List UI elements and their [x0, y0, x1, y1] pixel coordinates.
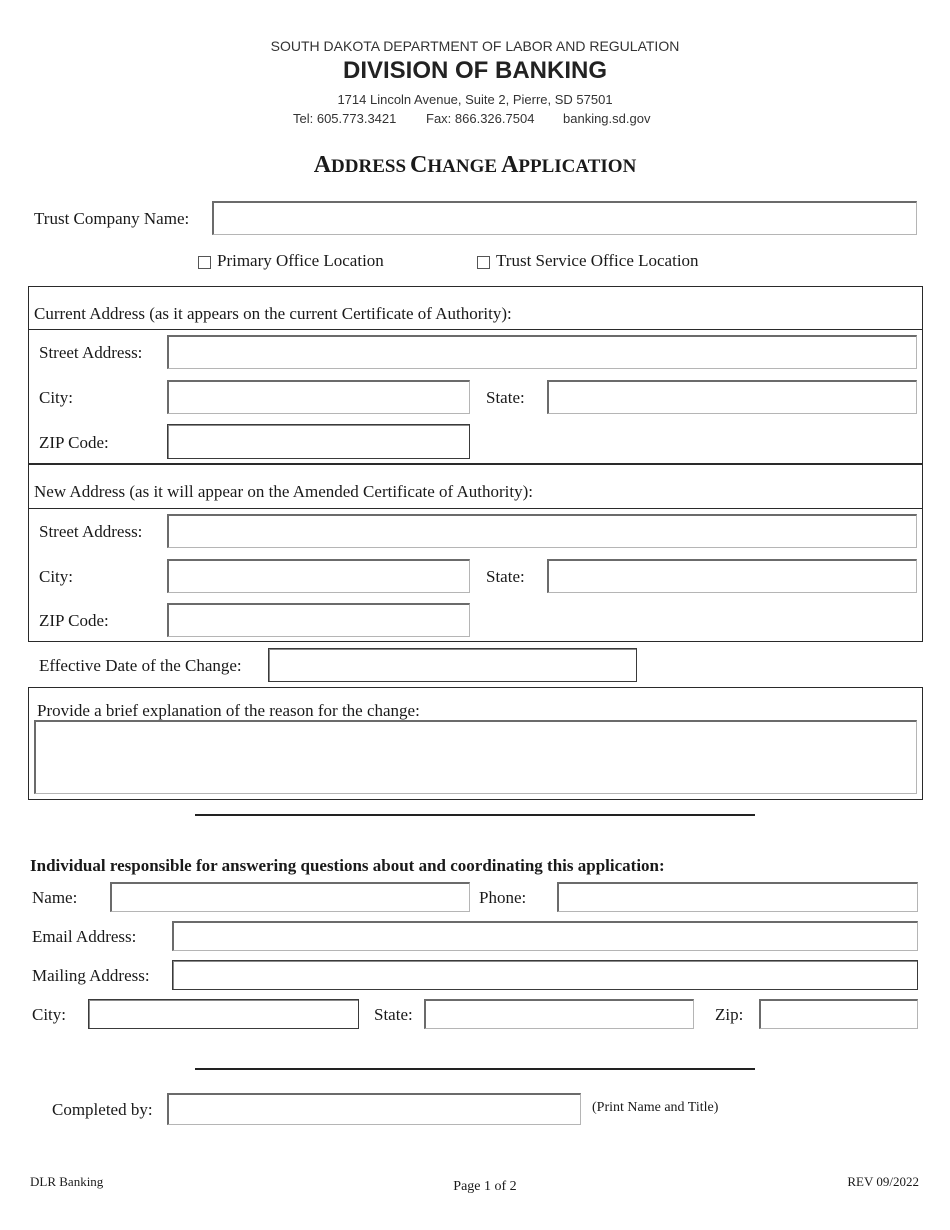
contact-zip-label: Zip:: [715, 1005, 744, 1024]
current-zip-input[interactable]: [167, 424, 470, 459]
department-name: SOUTH DAKOTA DEPARTMENT OF LABOR AND REGULATION: [270, 38, 680, 54]
current-state-label: State:: [486, 388, 525, 407]
contact-name-label: Name:: [32, 888, 78, 907]
title-word-1-initial: A: [313, 152, 332, 178]
current-street-input[interactable]: [167, 335, 917, 369]
completed-by-input[interactable]: [167, 1093, 581, 1125]
website-link[interactable]: banking.sd.gov: [563, 111, 651, 126]
explanation-label: Provide a brief explanation of the reason for the change:: [37, 701, 420, 720]
contact-city-label: City:: [32, 1005, 67, 1024]
new-city-label: City:: [39, 567, 74, 586]
contact-heading: Individual responsible for answering questions about and coordinating this application:: [30, 856, 665, 875]
trust-service-office-checkbox[interactable]: [477, 256, 490, 269]
new-address-heading: New Address (as it will appear on the Amended Certificate of Authority):: [34, 482, 534, 501]
contact-mailing-label: Mailing Address:: [32, 966, 150, 985]
contact-email-input[interactable]: [172, 921, 918, 951]
contact-phone-input[interactable]: [557, 882, 918, 912]
trust-service-office-label: Trust Service Office Location: [496, 251, 699, 270]
new-street-input[interactable]: [167, 514, 917, 548]
current-address-divider: [28, 329, 923, 330]
completed-by-label: Completed by:: [52, 1100, 153, 1119]
current-address-heading: Current Address (as it appears on the current Certificate of Authority):: [34, 304, 512, 323]
new-state-label: State:: [486, 567, 525, 586]
current-state-input[interactable]: [547, 380, 917, 414]
revision: REV 09/2022: [847, 1174, 919, 1189]
title-word-2-rest: HANGE: [427, 156, 498, 177]
new-street-label: Street Address:: [39, 522, 143, 541]
division-name: DIVISION OF BANKING: [342, 57, 607, 84]
explanation-textarea[interactable]: [34, 720, 917, 794]
fax: Fax: 866.326.7504: [426, 111, 535, 126]
contact-city-input[interactable]: [88, 999, 359, 1029]
new-address-divider: [28, 508, 923, 509]
new-state-input[interactable]: [547, 559, 917, 593]
title-word-2-initial: C: [410, 152, 428, 178]
footer-left: DLR Banking: [30, 1174, 104, 1189]
division-address: 1714 Lincoln Avenue, Suite 2, Pierre, SD 57501: [337, 92, 613, 107]
primary-office-label: Primary Office Location: [217, 251, 384, 270]
new-city-input[interactable]: [167, 559, 470, 593]
contact-zip-input[interactable]: [759, 999, 918, 1029]
section-divider-2: [195, 1068, 755, 1070]
current-city-input[interactable]: [167, 380, 470, 414]
effective-date-input[interactable]: [268, 648, 637, 682]
completed-by-hint: (Print Name and Title): [592, 1100, 719, 1115]
current-city-label: City:: [39, 388, 74, 407]
contact-email-label: Email Address:: [32, 927, 137, 946]
trust-company-name-input[interactable]: [212, 201, 917, 235]
contact-state-label: State:: [374, 1005, 413, 1024]
effective-date-label: Effective Date of the Change:: [39, 656, 242, 675]
section-divider-1: [195, 814, 755, 816]
contact-mailing-input[interactable]: [172, 960, 918, 990]
primary-office-checkbox[interactable]: [198, 256, 211, 269]
contact-phone-label: Phone:: [479, 888, 527, 907]
telephone: Tel: 605.773.3421: [293, 111, 397, 126]
trust-company-name-label: Trust Company Name:: [34, 209, 190, 228]
title-word-3-rest: PPLICATION: [518, 156, 637, 177]
title-word-1-rest: DDRESS: [331, 156, 407, 177]
contact-name-input[interactable]: [110, 882, 470, 912]
page-number: Page 1 of 2: [453, 1179, 517, 1194]
title-word-3-initial: A: [501, 152, 519, 178]
contact-state-input[interactable]: [424, 999, 694, 1029]
current-street-label: Street Address:: [39, 343, 143, 362]
form-title: [0, 152, 950, 179]
current-zip-label: ZIP Code:: [39, 433, 109, 452]
new-zip-label: ZIP Code:: [39, 611, 109, 630]
new-zip-input[interactable]: [167, 603, 470, 637]
